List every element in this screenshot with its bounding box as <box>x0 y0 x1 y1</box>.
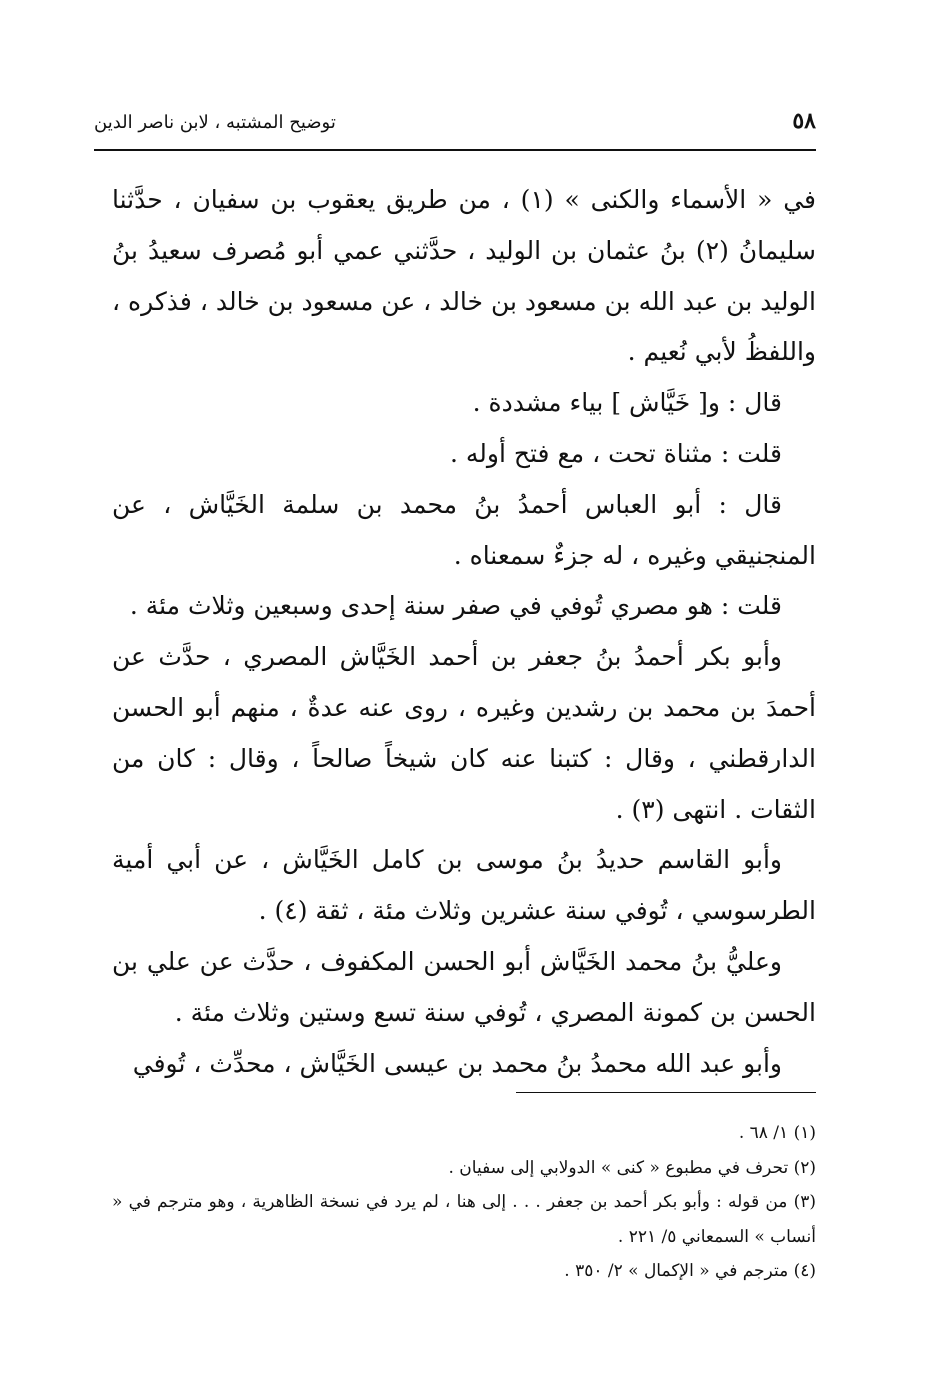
footnote-2: (٢) تحرف في مطبوع « كنى » الدولابي إلى سفيان . <box>448 1157 816 1178</box>
paragraph: وأبو بكر أحمدُ بنُ جعفر بن أحمد الخَيَّاش المصري ، حدَّث عن أحمدَ بن محمد بن رشدين وغيره ، روى عنه عدةٌ ، منهم أبو الحسن الدارقطني ، وقال : كتبنا عنه كان شيخاً صالحاً ، وقال : كان من الثقات . انتهى (٣) . <box>112 642 816 824</box>
paragraph: قلت : مثناة تحت ، مع فتح أوله . <box>450 438 782 468</box>
footnote-4: (٤) مترجم في « الإكمال » ٢/ ٣٥٠ . <box>564 1261 816 1281</box>
footnote-1: (١) ١/ ٦٨ . <box>738 1123 816 1143</box>
paragraph: في « الأسماء والكنى » (١) ، من طريق يعقوب بن سفيان ، حدَّثنا سليمانُ (٢) بنُ عثمان بن الوليد ، حدَّثني عمي أبو مُصرف سعيدُ بنُ الوليد بن عبد الله بن مسعود بن خالد ، عن مسعود بن خالد ، فذكره ، واللفظُ لأبي نُعيم . <box>112 185 816 367</box>
paragraph: قال : أبو العباس أحمدُ بنُ محمد بن سلمة الخَيَّاش ، عن المنجنيقي وغيره ، له جزءٌ سمعناه . <box>112 489 816 570</box>
footnote-3: (٣) من قوله : وأبو بكر أحمد بن جعفر . . . إلى هنا ، لم يرد في نسخة الظاهرية ، وهو مترجم في « أنساب » السمعاني ٥/ ٢٢١ . <box>112 1192 816 1247</box>
main-text <box>112 175 816 1089</box>
page-number: ٥٨ <box>792 108 816 134</box>
page-header <box>94 104 816 144</box>
paragraph: قال : و[ خَيَّاش ] بياء مشددة . <box>472 388 782 418</box>
paragraph: قلت : هو مصري تُوفي في صفر سنة إحدى وسبعين وثلاث مئة . <box>129 591 782 621</box>
paragraph: وعليُّ بنُ محمد الخَيَّاش أبو الحسن المكفوف ، حدَّث عن علي بن الحسن بن كمونة المصري ، تُوفي سنة تسع وستين وثلاث مئة . <box>112 946 816 1027</box>
footnotes <box>112 1116 816 1289</box>
header-rule <box>94 149 816 151</box>
paragraph: وأبو عبد الله محمدُ بنُ محمد بن عيسى الخَيَّاش ، محدِّث ، تُوفي <box>132 1048 782 1078</box>
footnote-separator <box>516 1092 816 1093</box>
paragraph: وأبو القاسم حديدُ بنُ موسى بن كامل الخَيَّاش ، عن أبي أمية الطرسوسي ، تُوفي سنة عشرين وثلاث مئة ، ثقة (٤) . <box>112 845 816 926</box>
running-title: توضيح المشتبه ، لابن ناصر الدين <box>94 112 336 133</box>
